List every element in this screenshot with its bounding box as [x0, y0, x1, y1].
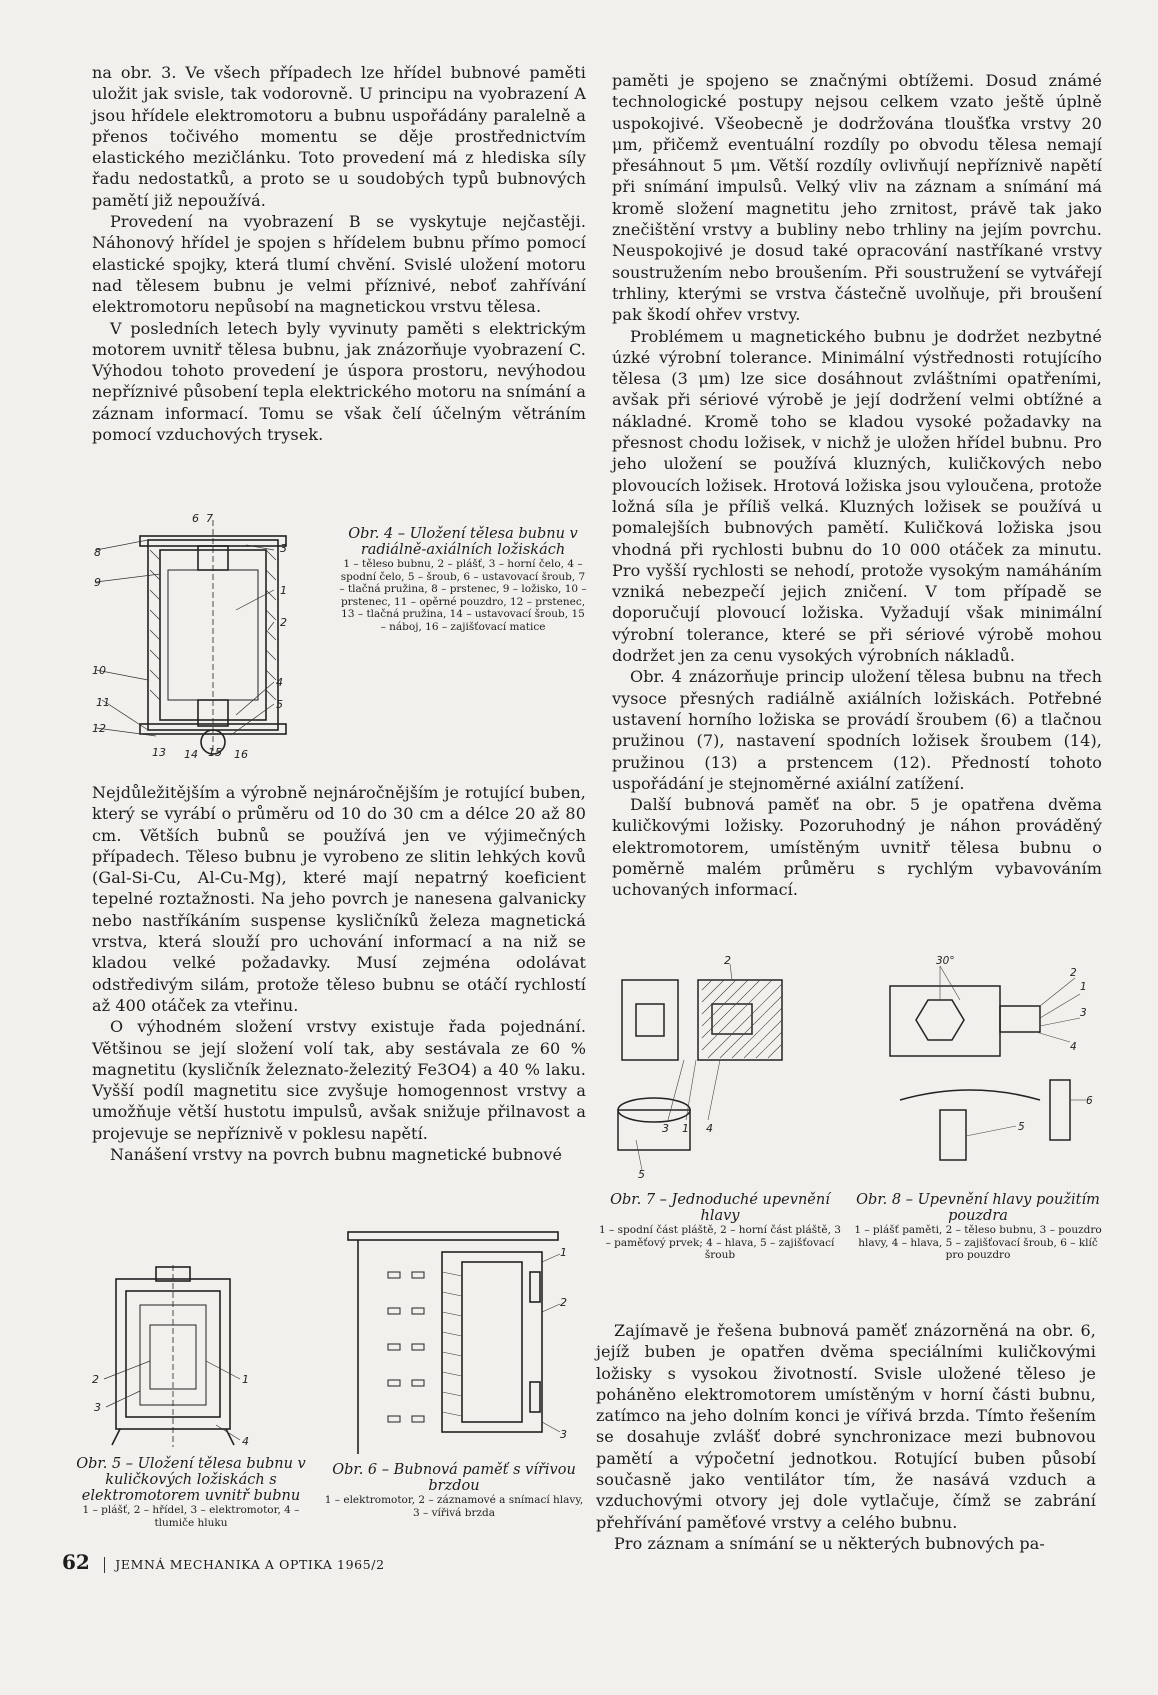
fig8-label: 30° [936, 955, 955, 967]
fig4-label: 2 [280, 616, 287, 629]
figure-4-legend: 1 – těleso bubnu, 2 – plášť, 3 – horní čelo, 4 – spodní čelo, 5 – šroub, 6 – ustavovací šroub, 7 – tlačná pružina, 8 – prstenec, 9 – ložisko, 10 – prstenec, 11 – opěrné pouzdro, 12 – prstenec, 13 – tlačná pružina, 14 – ustavovací šroub, 15 – náboj, 16 – zajišťovací matice [339, 558, 587, 633]
fig4-label: 8 [94, 546, 101, 559]
figure-4-caption [338, 526, 588, 633]
figure-6-title: Obr. 6 – Bubnová paměť s vířivou brzdou [332, 1462, 576, 1494]
fig8-label: 1 [1080, 981, 1087, 993]
fig5-label: 1 [242, 1373, 249, 1386]
figure-5-title: Obr. 5 – Uložení tělesa bubnu v kuličkových ložiskách s elektromotorem uvnitř bubnu [76, 1456, 306, 1504]
left-column-top [92, 62, 586, 445]
paragraph: na obr. 3. Ve všech případech lze hřídel bubnové paměti uložit jak svisle, tak vodorovně. U principu na vyobrazení A jsou hřídele elektromotoru a bubnu uspořádány paralelně a přenos točivého momentu se děje prostřednictvím elastického mezičlánku. Toto provedení má z hlediska síly řadu nedostatků, a proto se u soudobých typů bubnových pamětí již nepoužívá. [92, 63, 586, 210]
fig4-label: 13 [152, 746, 166, 759]
figure-6-drawing [346, 1232, 572, 1457]
figure-7-title: Obr. 7 – Jednoduché upevnění hlavy [610, 1192, 830, 1224]
fig4-label: 15 [208, 746, 222, 759]
fig4-label: 14 [184, 748, 198, 761]
figure-5-drawing [90, 1265, 265, 1450]
fig7-label: 1 [682, 1122, 689, 1135]
fig4-label: 3 [280, 542, 287, 555]
paragraph: Nanášení vrstvy na povrch bubnu magnetické bubnové [110, 1145, 563, 1165]
paragraph: O výhodném složení vrstvy existuje řada pojednání. Většinou se její složení volí tak, aby sestávala ze 60 % magnetitu (kysličník železnato-železitý Fe3O4) a 40 % laku. Vyšší podíl magnetitu sice zvyšuje homogennost vrstvy a umožňuje větší hustotu impulsů, avšak snižuje přilnavost a projevuje se nepříznivě v poklesu napětí. [92, 1017, 586, 1143]
figure-7-legend: 1 – spodní část pláště, 2 – horní část pláště, 3 – paměťový prvek; 4 – hlava, 5 – zajišťovací šroub [599, 1224, 841, 1261]
page-number: 62 [62, 1550, 90, 1574]
fig8-label: 4 [1070, 1041, 1077, 1053]
paragraph: Další bubnová paměť na obr. 5 je opatřena dvěma kuličkovými ložisky. Pozoruhodný je náhon prováděný elektromotorem, umístěným uvnitř tělesa bubnu o poměrně malém průměru s rychlým vybavováním uchovaných informací. [612, 795, 1102, 900]
fig5-label: 2 [92, 1373, 99, 1386]
figure-8-title: Obr. 8 – Upevnění hlavy použitím pouzdra [856, 1192, 1100, 1224]
fig4-label: 16 [234, 748, 248, 761]
figure-7-caption [598, 1192, 842, 1262]
paragraph: Zajímavě je řešena bubnová paměť znázorněná na obr. 6, jejíž buben je opatřen dvěma speciálními kuličkovými ložisky s vysokou životností. Svisle uložené těleso je poháněno elektromotorem umístěným v horní části bubnu, zatímco na jeho dolním konci je vířivá brzda. Tímto řešením se dosahuje zvlášť dobré synchronizace mezi bubnovou pamětí a výpočetní jednotkou. Rotující buben působí současně jako ventilátor tím, že nasává vzduch a vzduchovými otvory jej dole vytlačuje, čímž se zabrání přehřívání paměťové vrstvy a celého bubnu. [596, 1321, 1096, 1532]
figure-4-title: Obr. 4 – Uložení tělesa bubnu v radiálně-axiálních ložiskách [348, 526, 578, 558]
journal-name: JEMNÁ MECHANIKA A OPTIKA 1965/2 [115, 1557, 385, 1572]
fig5-label: 3 [94, 1401, 101, 1414]
right-column-top [612, 70, 1102, 901]
fig8-label: 5 [1018, 1121, 1025, 1133]
figure-6-caption [320, 1462, 588, 1519]
paragraph: Nejdůležitějším a výrobně nejnáročnějším je rotující buben, který se vyrábí o průměru od 10 do 30 cm a délce 20 až 80 cm. Větších bubnů se používá jen ve výjimečných případech. Těleso bubnu je vyrobeno ze slitin lehkých kovů (Gal-Si-Cu, Al-Cu-Mg), které mají nepatrný koeficient tepelné roztažnosti. Na jeho povrch je nanesena galvanicky nebo nastříkáním suspense kysličníků železa magnetická vrstva, která slouží pro uchování informací a na niž se kladou velké požadavky. Musí zejména odolávat odstředivým silám, protože těleso bubnu se otáčí rychlostí až 400 otáček za vteřinu. [92, 783, 586, 1015]
figure-6-legend: 1 – elektromotor, 2 – záznamové a snímací hlavy, 3 – vířivá brzda [324, 1494, 584, 1519]
fig4-label: 6 [192, 512, 199, 525]
figure-5-legend: 1 – plášť, 2 – hřídel, 3 – elektromotor, 4 – tlumiče hluku [82, 1504, 300, 1529]
figure-5-caption [66, 1456, 316, 1529]
figure-8-drawing [880, 955, 1095, 1180]
fig4-label: 5 [276, 698, 283, 711]
fig7-label: 4 [706, 1122, 713, 1135]
fig4-label: 7 [206, 512, 213, 525]
fig7-label: 3 [662, 1122, 669, 1135]
paragraph: Problémem u magnetického bubnu je dodržet nezbytné úzké výrobní tolerance. Minimální výstřednosti rotujícího tělesa (3 μm) lze sice dosáhnout zvláštními opatřeními, avšak při sériové výrobě je její dodržení velmi obtížné a nákladné. Kromě toho se kladou vysoké požadavky na přesnost chodu ložisek, v nichž je uložen hřídel bubnu. Pro jeho uložení se používá kluzných, kuličkových nebo plovoucích ložisek. Hrotová ložiska jsou vyloučena, protože ložná síla je příliš velká. Kluzných ložisek se používá u pomalejších bubnových pamětí. Kuličková ložiska jsou vhodná při rychlosti bubnu do 10 000 otáček za minutu. Pro vyšší rychlosti se nehodí, protože vysokým namáháním vzniká nebezpečí jejich zničení. V tom případě se doporučují plovoucí ložiska. Vyžadují však minimální výrobní tolerance, které se při sériové výrobě mohou dodržet jen za cenu vysokých výrobních nákladů. [612, 326, 1102, 666]
figure-7-drawing [612, 954, 812, 1181]
paragraph: Pro záznam a snímání se u některých bubnových pa- [614, 1533, 1045, 1553]
fig4-label: 11 [96, 696, 110, 709]
fig7-label: 2 [724, 954, 731, 967]
fig4-label: 4 [276, 676, 283, 689]
figure-8-caption [852, 1192, 1104, 1262]
paragraph: Provedení na vyobrazení B se vyskytuje nejčastěji. Náhonový hřídel je spojen s hřídelem bubnu přímo pomocí elastické spojky, která tlumí chvění. Svislé uložení motoru nad tělesem bubnu je velmi příznivé, neboť zahřívání elektromotoru nepůsobí na magnetickou vrstvu tělesa. [92, 212, 586, 317]
paragraph: V posledních letech byly vyvinuty paměti s elektrickým motorem uvnitř tělesa bubnu, jak znázorňuje vyobrazení C. Výhodou tohoto provedení je úspora prostoru, nevýhodou nepříznivé působení tepla elektrického motoru na snímání a záznam informací. Tomu se však čelí účelným větráním pomocí vzduchových trysek. [92, 318, 586, 445]
fig4-label: 12 [92, 722, 106, 735]
fig6-label: 2 [560, 1296, 567, 1309]
fig6-label: 1 [560, 1246, 567, 1259]
fig8-label: 6 [1086, 1095, 1093, 1107]
fig6-label: 3 [560, 1428, 567, 1441]
fig8-label: 3 [1080, 1007, 1087, 1019]
fig5-label: 4 [242, 1435, 249, 1448]
page-footer [62, 1550, 385, 1574]
fig4-label: 10 [92, 664, 106, 677]
fig4-label: 1 [280, 584, 287, 597]
figure-4-drawing [92, 510, 336, 761]
footer-divider [104, 1557, 105, 1573]
left-column-bottom [92, 782, 586, 1165]
fig4-label: 9 [94, 576, 101, 589]
figure-8-legend: 1 – plášť paměti, 2 – těleso bubnu, 3 – pouzdro hlavy, 4 – hlava, 5 – zajišťovací šroub, 6 – klíč pro pouzdro [854, 1224, 1102, 1261]
paragraph: Obr. 4 znázorňuje princip uložení tělesa bubnu na třech vysoce přesných radiálně axiálních ložiskách. Potřebné ustavení horního ložiska se provádí šroubem (6) a tlačnou pružinou (7), nastavení spodních ložisek šroubem (14), pružinou (13) a prstencem (12). Předností tohoto uspořádání je stejnoměrné axiální zatížení. [612, 667, 1102, 793]
fig7-label: 5 [638, 1168, 645, 1181]
right-column-bottom [596, 1320, 1096, 1554]
paragraph: paměti je spojeno se značnými obtížemi. Dosud známé technologické postupy nejsou celkem vzato ještě úplně uspokojivé. Všeobecně je dodržována tloušťka vrstvy 20 μm, přičemž eventuální rozdíly po obvodu tělesa nemají přesáhnout 5 μm. Větší rozdíly ovlivňují nepříznivě napětí při snímání impulsů. Velký vliv na záznam a snímání má kromě složení magnetitu jeho zrnitost, právě tak jako znečištění vrstvy a bubliny nebo trhliny na jejím povrchu. Neuspokojivé je dosud také opracování nastříkané vrstvy soustružením nebo broušením. Při soustružení se vytvářejí trhliny, kterými se vrstva částečně uvolňuje, při broušení pak škodí ohřev vrstvy. [612, 71, 1102, 325]
fig8-label: 2 [1070, 967, 1077, 979]
